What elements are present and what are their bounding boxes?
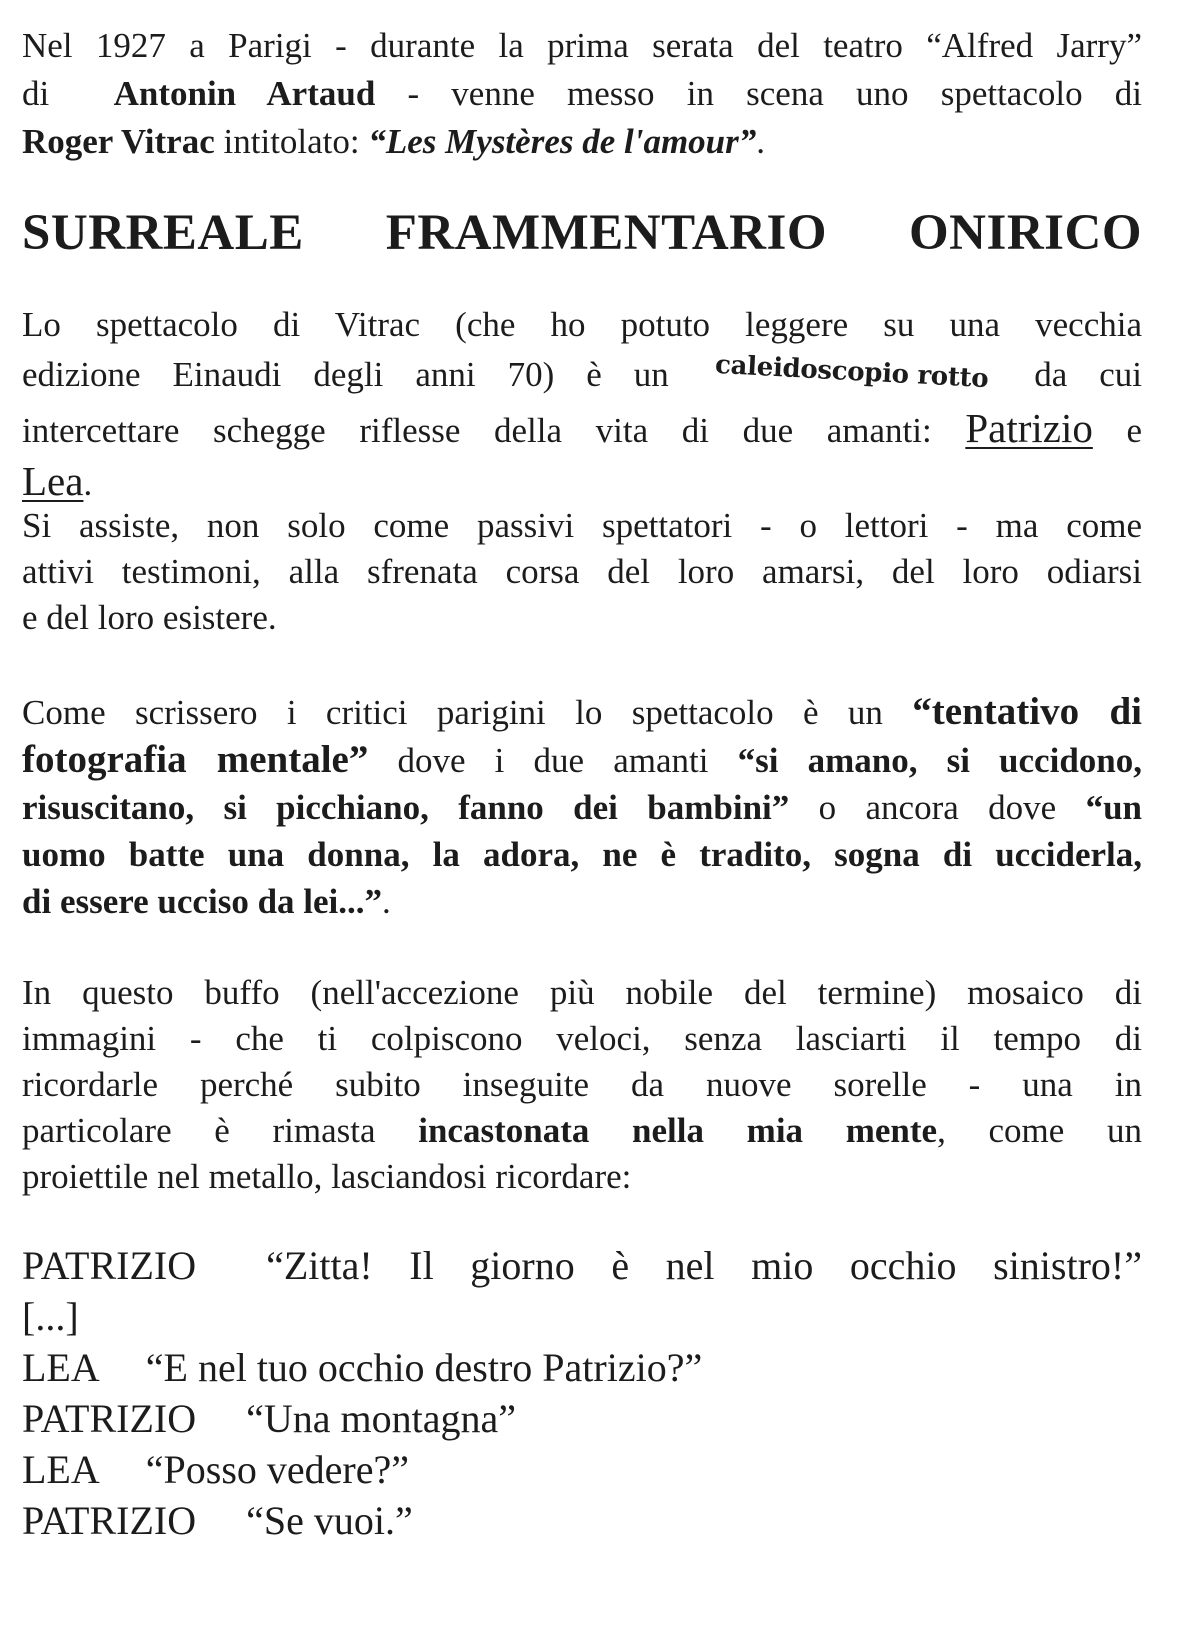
keyword-1: SURREALE <box>22 205 304 261</box>
keyword-2: FRAMMENTARIO <box>385 205 828 261</box>
speaker: PATRIZIO <box>22 1498 197 1543</box>
dialogue-line-3 <box>22 1342 1142 1393</box>
p1-line-3 <box>22 403 1142 456</box>
caleidoscopio-graphic: caleidoscopio rotto <box>714 349 989 395</box>
dialogue-line-5 <box>22 1444 1142 1495</box>
p4-line-1: In questo buffo (nell'accezione più nobile del termine) mosaico di <box>22 973 1142 1012</box>
dialogue-text: “Posso vedere?” <box>145 1447 409 1492</box>
p3-text: o ancora dove <box>789 788 1086 827</box>
p1-line-1: Lo spettacolo di Vitrac (che ho potuto leggere su una vecchia <box>22 305 1142 344</box>
play-title: “Les Mystères de l'amour” <box>368 122 757 161</box>
author-vitrac: Roger Vitrac <box>22 122 215 161</box>
p3-text: dove i due amanti <box>368 741 738 780</box>
p1-text: edizione Einaudi degli anni 70) è un <box>22 355 669 394</box>
paragraph-spettatori <box>22 503 1142 641</box>
quote-bold: uomo batte una donna, la adora, ne è tradito, sogna di ucciderla, <box>22 835 1142 874</box>
dialogue-line-2 <box>22 1291 1142 1342</box>
p1-text: e <box>1092 411 1142 450</box>
dialogue-line-6 <box>22 1495 1142 1546</box>
intro-text: intitolato: <box>214 122 369 161</box>
dialogue-text: “E nel tuo occhio destro Patrizio?” <box>145 1345 703 1390</box>
p1-text: . <box>83 464 93 503</box>
dialogue-line-4 <box>22 1393 1142 1444</box>
intro-line-3 <box>22 118 1142 166</box>
paragraph-caleidoscopio <box>22 300 1142 509</box>
speaker: PATRIZIO <box>22 1396 197 1441</box>
dialogue-text: “Zitta! Il giorno è nel mio occhio sinistro!” <box>266 1243 1142 1288</box>
p2-line-2: attivi testimoni, alla sfrenata corsa del loro amarsi, del loro odiarsi <box>22 552 1142 591</box>
p4-line-3: ricordarle perché subito inseguite da nuove sorelle - una in <box>22 1065 1142 1104</box>
dialogue-text: “Una montagna” <box>246 1396 516 1441</box>
quote-bold: “un <box>1085 788 1142 827</box>
quote-bold: “si amano, si uccidono, <box>737 741 1142 780</box>
dialogue-text: [...] <box>22 1294 79 1339</box>
p4-line-2: immagini - che ti colpiscono veloci, senza lasciarti il tempo di <box>22 1019 1142 1058</box>
p3-line-1 <box>22 688 1142 736</box>
p3-text: Come scrissero i critici parigini lo spettacolo è un <box>22 693 913 732</box>
p2-line-3: e del loro esistere. <box>22 598 277 637</box>
p1-line-4 <box>22 456 1142 509</box>
quote-bold: di essere ucciso da lei...” <box>22 882 383 921</box>
keywords-heading <box>22 203 1142 263</box>
intro-text: . <box>756 122 766 161</box>
name-patrizio: Patrizio <box>965 405 1093 451</box>
name-lea: Lea <box>22 458 84 504</box>
p3-line-4 <box>22 831 1142 878</box>
p1-text: intercettare schegge riflesse della vita di due amanti: <box>22 411 966 450</box>
keyword-3: ONIRICO <box>908 205 1142 261</box>
speaker: LEA <box>22 1345 100 1390</box>
speaker: LEA <box>22 1447 100 1492</box>
intro-line-2 <box>22 70 1142 118</box>
intro-line-1: Nel 1927 a Parigi - durante la prima serata del teatro “Alfred Jarry” <box>22 26 1142 65</box>
dialogue-text: “Se vuoi.” <box>246 1498 413 1543</box>
p3-line-3 <box>22 784 1142 831</box>
emphasis-bold: incastonata nella mia mente <box>418 1111 938 1150</box>
paragraph-critici <box>22 688 1142 925</box>
paragraph-mosaico <box>22 970 1142 1200</box>
p3-text: . <box>382 882 391 921</box>
author-artaud: Antonin Artaud <box>113 74 376 113</box>
quote-bold: fotografia mentale” <box>22 738 369 781</box>
intro-text: di <box>22 74 82 113</box>
dialogue-block <box>22 1240 1142 1546</box>
p4-text: particolare è rimasta <box>22 1111 419 1150</box>
p3-line-2 <box>22 736 1142 784</box>
p4-line-5: proiettile nel metallo, lasciandosi ricordare: <box>22 1157 632 1196</box>
intro-paragraph <box>22 22 1142 166</box>
quote-bold: “tentativo di <box>912 690 1142 733</box>
p1-text: da cui <box>1034 355 1143 394</box>
p4-text: , come un <box>937 1111 1143 1150</box>
p2-line-1: Si assiste, non solo come passivi spettatori - o lettori - ma come <box>22 506 1142 545</box>
speaker: PATRIZIO <box>22 1243 197 1288</box>
p3-line-5 <box>22 878 1142 925</box>
dialogue-line-1 <box>22 1240 1142 1291</box>
quote-bold: risuscitano, si picchiano, fanno dei bambini” <box>22 788 790 827</box>
p4-line-4 <box>22 1108 1142 1154</box>
p1-line-2 <box>22 350 1142 403</box>
intro-text: - venne messo in scena uno spettacolo di <box>375 74 1143 113</box>
